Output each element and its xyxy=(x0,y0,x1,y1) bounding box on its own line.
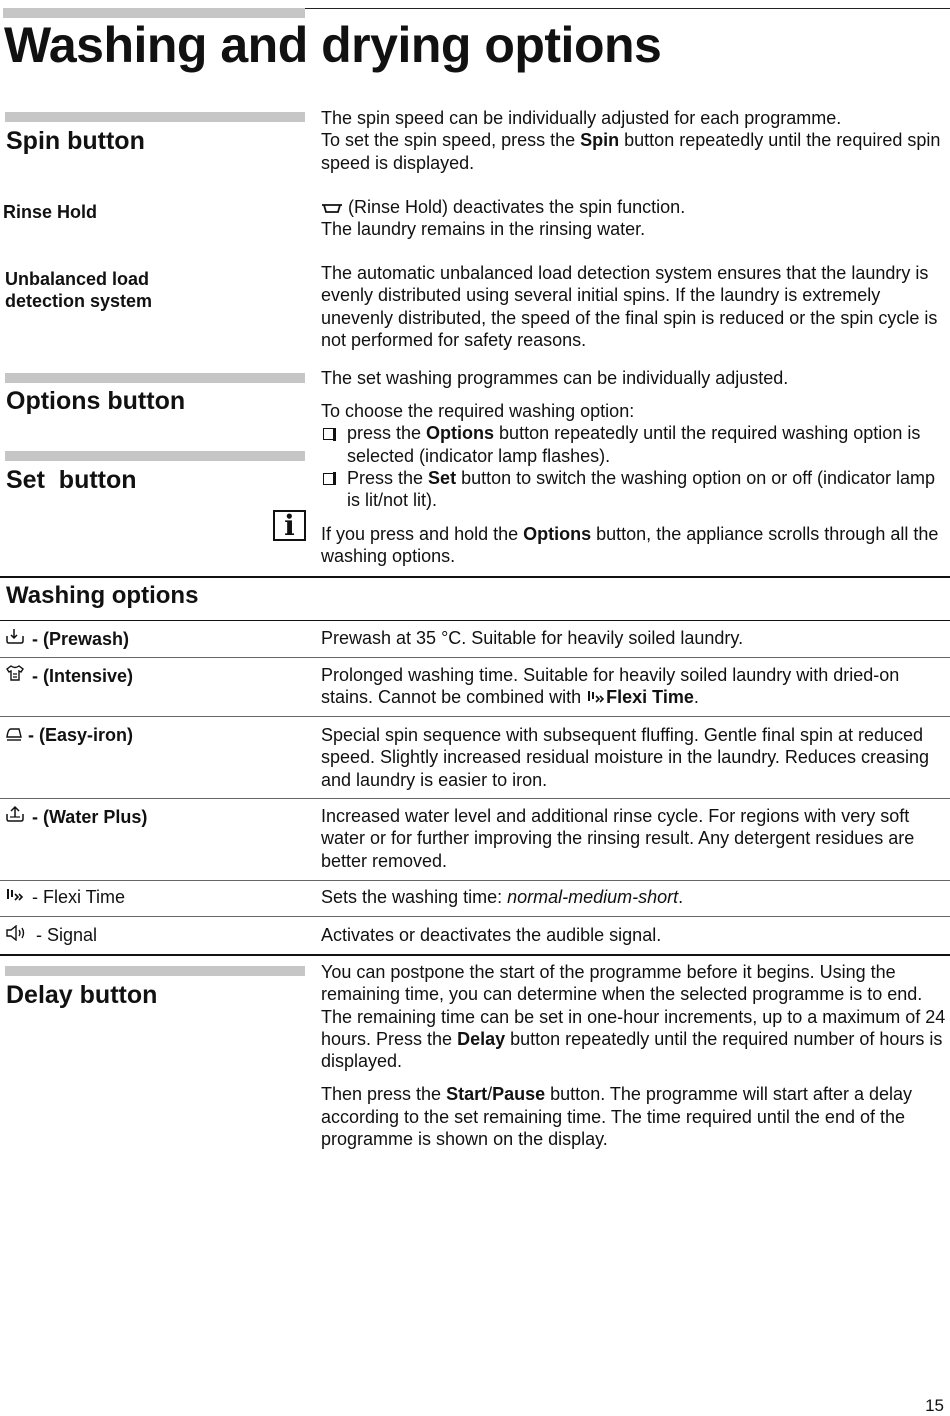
info-pre: If you press and hold the xyxy=(321,524,524,544)
options-text xyxy=(321,400,946,511)
option-label-flexi-time xyxy=(5,886,125,909)
row-divider xyxy=(0,880,950,881)
option-label-prewash xyxy=(5,627,129,651)
delay-heading: Delay button xyxy=(6,981,158,1009)
washing-options-header-rule xyxy=(0,620,950,621)
delay-p2-bold: Start xyxy=(446,1084,488,1105)
washing-options-heading: Washing options xyxy=(6,582,199,609)
checkbox-bullet-icon xyxy=(321,467,347,512)
water-plus-label: - (Water Plus) xyxy=(27,807,148,827)
bullet2-bold: Set xyxy=(428,467,457,488)
prewash-icon xyxy=(5,627,27,651)
intensive-desc-pre: Prolonged washing time. Suitable for heavily soiled laundry with dried-on stains. Cannot be combined with xyxy=(321,665,900,708)
delay-para-2 xyxy=(321,1083,946,1150)
flexi-desc-post: . xyxy=(678,887,684,907)
set-heading: Set button xyxy=(6,466,137,494)
rinse-hold-icon xyxy=(321,197,348,217)
options-choose: To choose the required washing option: xyxy=(321,401,635,421)
options-bullet-1 xyxy=(321,422,946,467)
page-title: Washing and drying options xyxy=(4,17,662,73)
rinse-hold-heading: Rinse Hold xyxy=(3,202,98,222)
delay-text xyxy=(321,961,946,1150)
bullet1-post: button repeatedly until the required washing option is selected (indicator lamp flashes). xyxy=(347,423,921,466)
washing-options-top-rule xyxy=(0,576,950,578)
options-gray-bar xyxy=(5,373,305,383)
delay-para-1 xyxy=(321,961,946,1072)
checkbox-bullet-icon xyxy=(321,422,347,467)
row-divider xyxy=(0,798,950,799)
option-label-intensive xyxy=(5,664,133,688)
intensive-desc-bold: Flexi Time xyxy=(606,687,694,708)
info-bold: Options xyxy=(523,524,592,544)
row-divider xyxy=(0,657,950,658)
option-desc-water-plus: Increased water level and additional rinse cycle. For regions with very soft water or for further improving the rinsing result. Any detergent residues are better removed. xyxy=(321,806,915,871)
delay-p1-bold: Delay xyxy=(457,1028,506,1049)
options-heading: Options button xyxy=(6,387,186,415)
delay-p2-mid: / xyxy=(487,1084,493,1105)
info-post: button, the appliance scrolls through all the washing options. xyxy=(321,524,939,567)
option-label-water-plus xyxy=(5,805,147,829)
signal-icon xyxy=(5,925,31,947)
prewash-label: - (Prewash) xyxy=(27,629,130,649)
flexi-time-icon xyxy=(5,887,27,909)
intensive-desc-post: . xyxy=(693,687,699,708)
option-label-easy-iron xyxy=(5,724,133,747)
option-desc-flexi-time xyxy=(321,886,946,908)
signal-label: - Signal xyxy=(31,925,98,945)
easy-iron-label: - (Easy-iron) xyxy=(23,725,134,745)
spin-bold: Spin xyxy=(580,130,620,151)
title-rule xyxy=(305,8,950,9)
unbalanced-text: The automatic unbalanced load detection system ensures that the laundry is evenly distributed using several initial spins. If the laundry is extremely unevenly distributed, the speed of the final spin is reduced or the spin cycle is not performed for safety reasons. xyxy=(321,263,938,350)
row-divider xyxy=(0,716,950,717)
option-desc-intensive xyxy=(321,664,946,709)
easy-iron-icon xyxy=(5,725,23,747)
flexi-desc-italic: normal-medium-short xyxy=(507,887,679,907)
delay-p1-post: button repeatedly until the required number of hours is displayed. xyxy=(321,1028,943,1072)
intensive-icon xyxy=(5,664,27,688)
spin-line2-pre: To set the spin speed, press the xyxy=(321,130,581,151)
spin-heading: Spin button xyxy=(6,127,145,155)
options-info-text xyxy=(321,523,946,568)
rinse-hold-text xyxy=(321,196,946,241)
spin-line1: The spin speed can be individually adjusted for each programme. xyxy=(321,108,842,128)
bullet2-pre: Press the xyxy=(347,467,429,488)
delay-p2-bold2: Pause xyxy=(492,1084,546,1105)
row-divider xyxy=(0,916,950,917)
delay-p1-pre: You can postpone the start of the programme before it begins. Using the remaining time, you can determine when the selected programme is to end. The remaining time can be set in one-hour increments, up to a maximum of 24 hours. Press the xyxy=(321,962,946,1049)
rinse-hold-line2: The laundry remains in the rinsing water. xyxy=(321,219,646,240)
options-bullet-2 xyxy=(321,467,946,512)
spin-line2-post: button repeatedly until the required spin speed is displayed. xyxy=(321,130,941,173)
flexi-time-label: - Flexi Time xyxy=(27,887,126,907)
bullet1-bold: Options xyxy=(426,423,495,444)
unbalanced-heading: Unbalanced load detection system xyxy=(5,269,153,311)
water-plus-icon xyxy=(5,805,27,829)
spin-text xyxy=(321,107,946,174)
set-gray-bar xyxy=(5,451,305,461)
delay-p2-post: button. The programme will start after a delay according to the set remaining time. The time required until the end of the programme is shown on the display. xyxy=(321,1084,912,1150)
option-desc-prewash: Prewash at 35 °C. Suitable for heavily soiled laundry. xyxy=(321,628,744,648)
info-icon: i xyxy=(273,510,306,541)
spin-gray-bar xyxy=(5,112,305,122)
delay-gray-bar xyxy=(5,966,305,976)
washing-options-bottom-rule xyxy=(0,954,950,956)
rinse-hold-line1: (Rinse Hold) deactivates the spin function. xyxy=(348,197,686,217)
flexi-desc-pre: Sets the washing time: xyxy=(321,887,508,907)
bullet1-pre: press the xyxy=(347,423,427,444)
page-number: 15 xyxy=(925,1396,944,1415)
option-label-signal xyxy=(5,924,97,947)
options-intro: The set washing programmes can be individually adjusted. xyxy=(321,368,789,388)
intensive-label: - (Intensive) xyxy=(27,666,134,686)
delay-p2-pre: Then press the xyxy=(321,1084,447,1105)
bullet2-post: button to switch the washing option on or off (indicator lamp is lit/not lit). xyxy=(347,467,936,511)
flexi-time-icon xyxy=(586,687,606,707)
option-desc-signal: Activates or deactivates the audible signal. xyxy=(321,925,662,945)
option-desc-easy-iron: Special spin sequence with subsequent fluffing. Gentle final spin at reduced speed. Slightly increased residual moisture in the laundry. Reduces creasing and laundry is easier to iron. xyxy=(321,725,929,790)
